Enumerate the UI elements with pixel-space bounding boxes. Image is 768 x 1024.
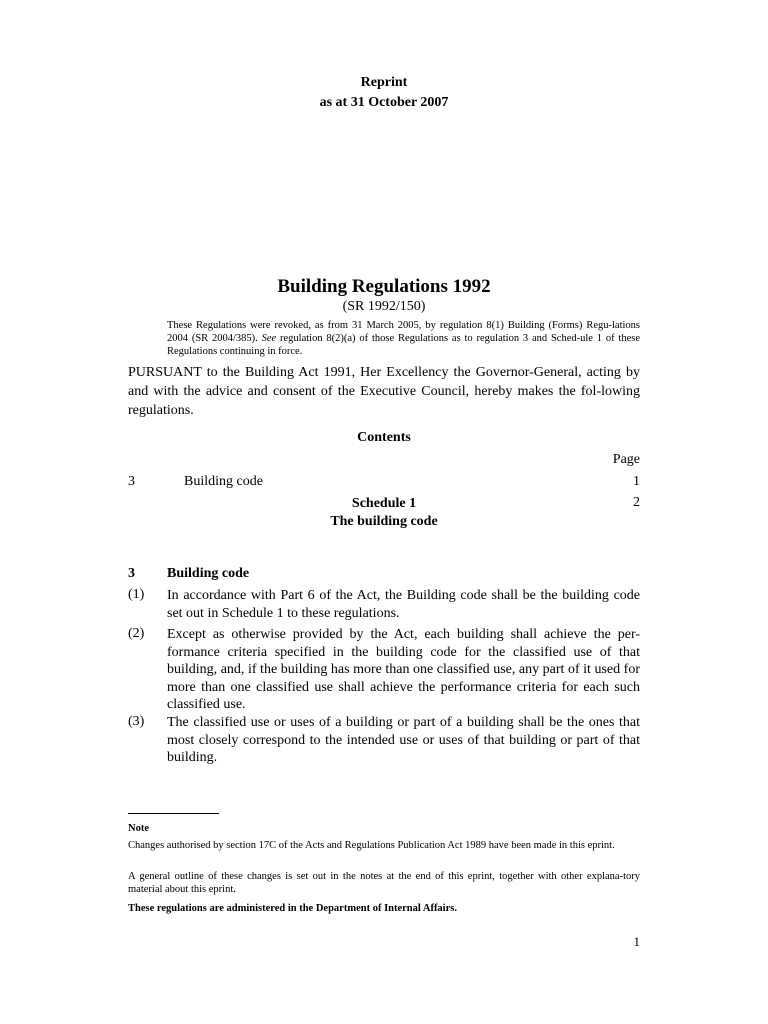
- toc-entry-link[interactable]: Building code: [184, 474, 263, 489]
- toc-schedule-link[interactable]: [0, 495, 768, 531]
- toc-schedule-label: Schedule 1: [351, 496, 417, 511]
- revocation-note: [167, 320, 640, 358]
- page-number: 1: [633, 934, 640, 949]
- document-title: Building Regulations 1992: [277, 276, 491, 297]
- note-heading: Note: [128, 823, 149, 834]
- section-number: 3: [128, 566, 135, 581]
- enacting-formula: PURSUANT to the Building Act 1991, Her Excellency the Governor-General, acting by and with the advice and consent of the Executive Council, hereby makes the fol-lowing regulations.: [128, 365, 640, 418]
- para-number: (2): [128, 626, 145, 641]
- toc-entry-number: 3: [128, 474, 135, 489]
- revocation-see: See: [261, 332, 277, 344]
- para-text: Except as otherwise provided by the Act, each building shall achieve the per-formance criteria specified in the building code for the classified use of that building, and, if the building has more than one classified use, any part of it used for more than one classified use shall achieve the performance criteria for each such classified use.: [167, 627, 640, 713]
- para-text: The classified use or uses of a building or part of a building shall be the ones that most closely correspond to the intended use or uses of that building or part of that building.: [167, 715, 640, 766]
- para-number: (3): [128, 714, 145, 729]
- toc-schedule-title: The building code: [330, 514, 438, 529]
- section-title: Building code: [167, 566, 250, 581]
- revocation-text-1: These Regulations were revoked, as from 31 March 2005, by regulation 8(1) Building (Forms) Regu-lations 2004 (SR 2004/385).: [167, 320, 640, 344]
- toc-page-label: Page: [612, 452, 640, 467]
- footnote-divider: [128, 813, 219, 814]
- para-number: (1): [128, 587, 145, 602]
- note-paragraph: A general outline of these changes is set out in the notes at the end of this eprint, together with other explana-tory material about this eprint.: [128, 871, 640, 895]
- contents-heading: Contents: [357, 430, 411, 445]
- para-text: In accordance with Part 6 of the Act, the Building code shall be the building code set out in Schedule 1 to these regulations.: [167, 588, 640, 621]
- note-administered: These regulations are administered in the Department of Internal Affairs.: [128, 903, 457, 914]
- reprint-label: Reprint: [360, 75, 408, 90]
- reprint-date: as at 31 October 2007: [319, 95, 449, 110]
- note-paragraph: Changes authorised by section 17C of the Acts and Regulations Publication Act 1989 have been made in this eprint.: [128, 840, 615, 851]
- toc-entry-page: 1: [633, 474, 640, 489]
- revocation-text-2: regulation 8(2)(a) of those Regulations as to regulation 3 and Sched-ule 1 of these Regulations continuing in force.: [167, 332, 640, 357]
- sr-number: (SR 1992/150): [342, 299, 426, 314]
- reprint-header: [0, 73, 768, 113]
- toc-schedule-page: 2: [633, 495, 640, 510]
